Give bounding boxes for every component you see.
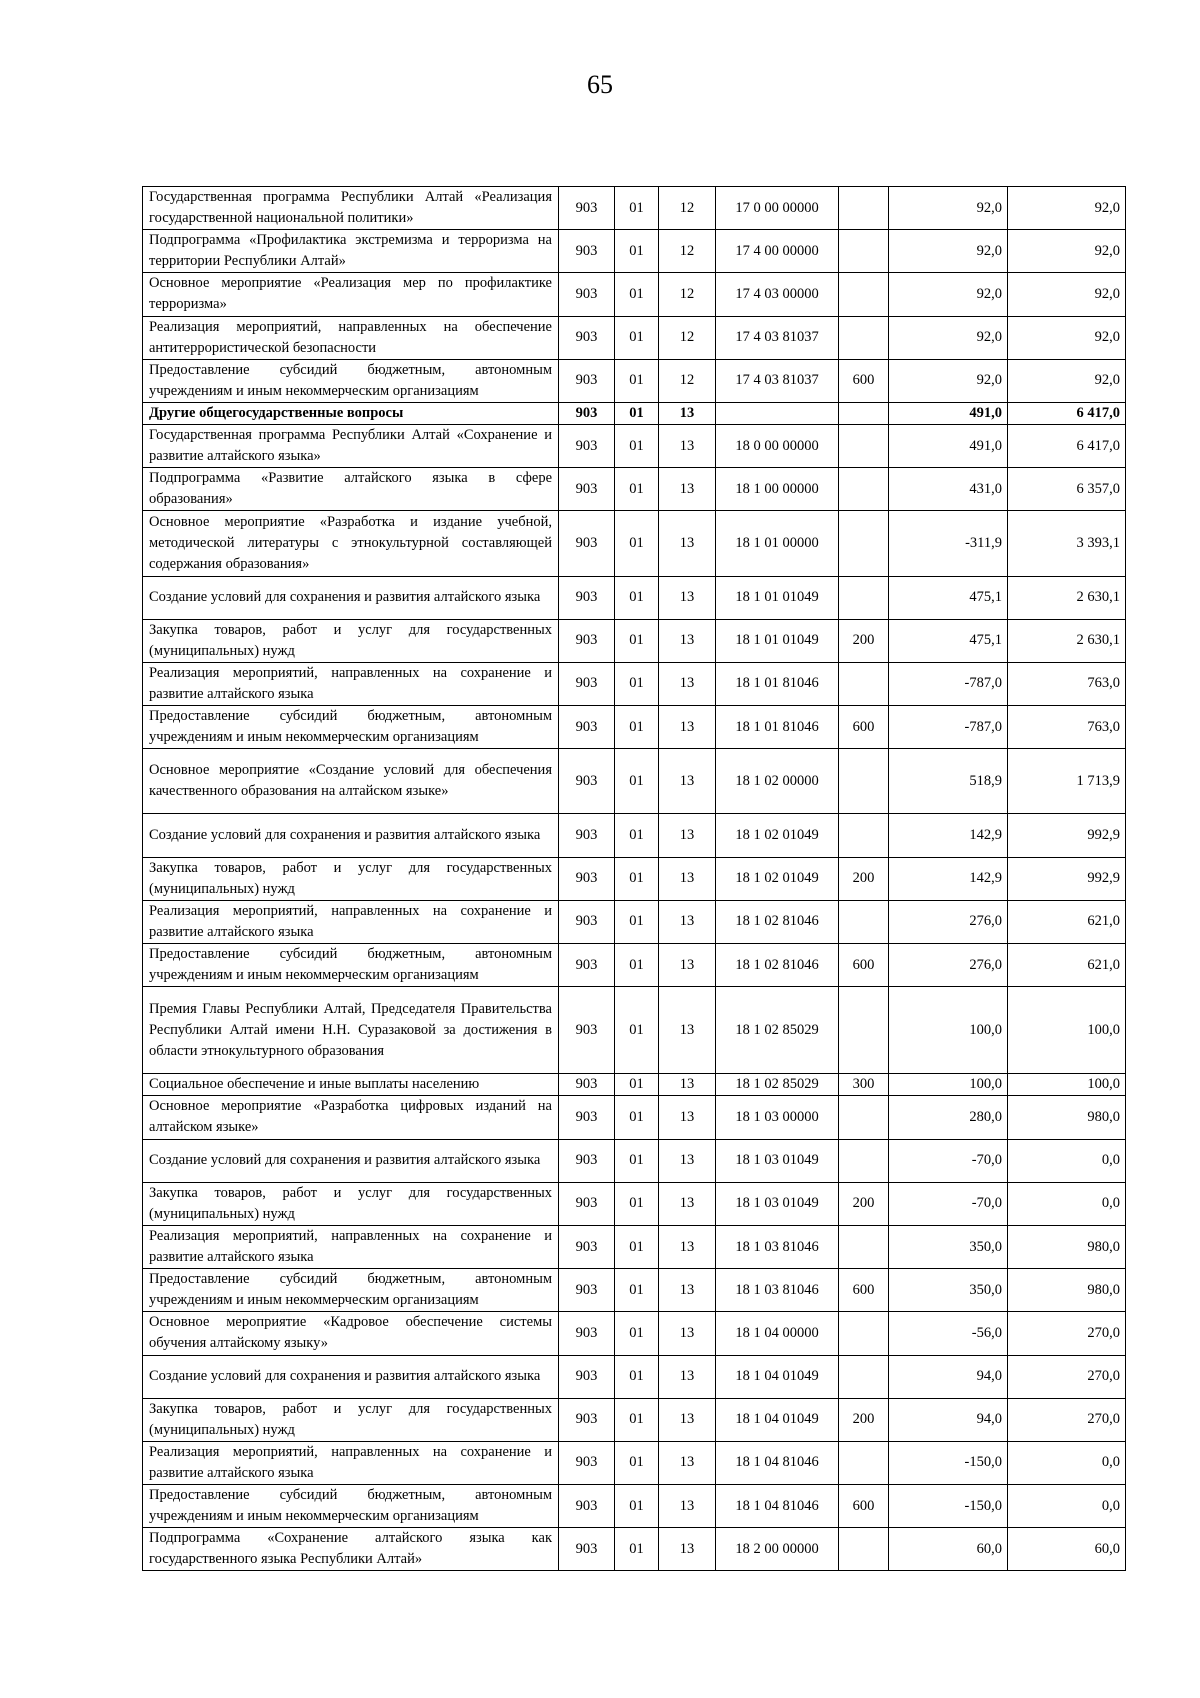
row-section-code: 01 bbox=[615, 402, 659, 424]
row-target-article-code: 18 1 04 01049 bbox=[716, 1355, 839, 1398]
row-amount-2: 980,0 bbox=[1008, 1096, 1126, 1139]
row-amount-1: 475,1 bbox=[889, 576, 1008, 619]
row-target-article-code: 18 1 01 00000 bbox=[716, 511, 839, 576]
row-section-code: 01 bbox=[615, 1139, 659, 1182]
row-subsection-code: 13 bbox=[659, 1139, 716, 1182]
row-amount-1: 100,0 bbox=[889, 1074, 1008, 1096]
row-section-code: 01 bbox=[615, 316, 659, 359]
row-amount-2: 60,0 bbox=[1008, 1528, 1126, 1571]
row-ved-code: 903 bbox=[559, 402, 615, 424]
row-subsection-code: 13 bbox=[659, 1441, 716, 1484]
row-amount-1: -311,9 bbox=[889, 511, 1008, 576]
row-amount-2: 992,9 bbox=[1008, 857, 1126, 900]
row-amount-2: 621,0 bbox=[1008, 900, 1126, 943]
row-target-article-code: 18 1 02 00000 bbox=[716, 749, 839, 814]
row-section-code: 01 bbox=[615, 1485, 659, 1528]
row-expense-type-code bbox=[839, 402, 889, 424]
row-amount-2: 763,0 bbox=[1008, 706, 1126, 749]
table-row bbox=[143, 468, 1126, 511]
row-expense-type-code: 600 bbox=[839, 1269, 889, 1312]
row-section-code: 01 bbox=[615, 1355, 659, 1398]
row-name: Закупка товаров, работ и услуг для государственных (муниципальных) нужд bbox=[143, 1182, 559, 1225]
row-amount-2: 980,0 bbox=[1008, 1225, 1126, 1268]
row-target-article-code: 17 4 03 00000 bbox=[716, 273, 839, 316]
table-row bbox=[143, 511, 1126, 576]
row-amount-1: 475,1 bbox=[889, 619, 1008, 662]
row-subsection-code: 12 bbox=[659, 230, 716, 273]
table-row bbox=[143, 987, 1126, 1074]
row-expense-type-code: 600 bbox=[839, 359, 889, 402]
row-amount-2: 2 630,1 bbox=[1008, 619, 1126, 662]
row-ved-code: 903 bbox=[559, 1096, 615, 1139]
row-ved-code: 903 bbox=[559, 576, 615, 619]
row-amount-1: 94,0 bbox=[889, 1355, 1008, 1398]
row-ved-code: 903 bbox=[559, 230, 615, 273]
row-name: Государственная программа Республики Алтай «Реализация государственной национальной политики» bbox=[143, 187, 559, 230]
row-name: Основное мероприятие «Разработка и издание учебной, методической литературы с этнокультурной составляющей содержания образования» bbox=[143, 511, 559, 576]
row-target-article-code: 18 1 04 81046 bbox=[716, 1485, 839, 1528]
row-amount-1: -150,0 bbox=[889, 1441, 1008, 1484]
row-target-article-code: 18 1 03 81046 bbox=[716, 1225, 839, 1268]
row-ved-code: 903 bbox=[559, 944, 615, 987]
row-section-code: 01 bbox=[615, 273, 659, 316]
row-amount-1: -150,0 bbox=[889, 1485, 1008, 1528]
row-subsection-code: 13 bbox=[659, 662, 716, 705]
row-expense-type-code bbox=[839, 1139, 889, 1182]
row-ved-code: 903 bbox=[559, 1528, 615, 1571]
table-row bbox=[143, 619, 1126, 662]
row-target-article-code: 17 4 03 81037 bbox=[716, 359, 839, 402]
page-number: 65 bbox=[587, 70, 613, 99]
row-subsection-code: 13 bbox=[659, 1398, 716, 1441]
row-amount-1: 280,0 bbox=[889, 1096, 1008, 1139]
row-amount-2: 270,0 bbox=[1008, 1398, 1126, 1441]
row-amount-1: 491,0 bbox=[889, 424, 1008, 467]
row-amount-2: 1 713,9 bbox=[1008, 749, 1126, 814]
row-target-article-code: 18 0 00 00000 bbox=[716, 424, 839, 467]
row-amount-1: 350,0 bbox=[889, 1225, 1008, 1268]
row-expense-type-code bbox=[839, 1096, 889, 1139]
table-row bbox=[143, 1312, 1126, 1355]
row-target-article-code: 18 1 03 81046 bbox=[716, 1269, 839, 1312]
table-row bbox=[143, 402, 1126, 424]
row-section-code: 01 bbox=[615, 1398, 659, 1441]
row-amount-2: 92,0 bbox=[1008, 273, 1126, 316]
row-expense-type-code bbox=[839, 1528, 889, 1571]
row-name: Государственная программа Республики Алтай «Сохранение и развитие алтайского языка» bbox=[143, 424, 559, 467]
row-name: Предоставление субсидий бюджетным, автономным учреждениям и иным некоммерческим организациям bbox=[143, 706, 559, 749]
row-target-article-code: 18 1 02 81046 bbox=[716, 900, 839, 943]
row-subsection-code: 13 bbox=[659, 1485, 716, 1528]
row-amount-2: 0,0 bbox=[1008, 1485, 1126, 1528]
row-amount-1: 92,0 bbox=[889, 273, 1008, 316]
row-amount-2: 0,0 bbox=[1008, 1139, 1126, 1182]
table-row bbox=[143, 1528, 1126, 1571]
row-section-code: 01 bbox=[615, 706, 659, 749]
row-ved-code: 903 bbox=[559, 662, 615, 705]
row-amount-1: 92,0 bbox=[889, 316, 1008, 359]
row-name: Премия Главы Республики Алтай, Председателя Правительства Республики Алтай имени Н.Н. Суразаковой за достижения в области этнокультурного образования bbox=[143, 987, 559, 1074]
row-ved-code: 903 bbox=[559, 857, 615, 900]
row-ved-code: 903 bbox=[559, 1485, 615, 1528]
row-amount-2: 0,0 bbox=[1008, 1441, 1126, 1484]
row-ved-code: 903 bbox=[559, 316, 615, 359]
row-name: Предоставление субсидий бюджетным, автономным учреждениям и иным некоммерческим организациям bbox=[143, 1485, 559, 1528]
row-expense-type-code bbox=[839, 814, 889, 857]
row-name: Социальное обеспечение и иные выплаты населению bbox=[143, 1074, 559, 1096]
row-ved-code: 903 bbox=[559, 273, 615, 316]
table-row bbox=[143, 1269, 1126, 1312]
row-target-article-code: 17 0 00 00000 bbox=[716, 187, 839, 230]
row-expense-type-code bbox=[839, 987, 889, 1074]
row-expense-type-code bbox=[839, 576, 889, 619]
table-row bbox=[143, 857, 1126, 900]
row-amount-2: 270,0 bbox=[1008, 1312, 1126, 1355]
row-name: Реализация мероприятий, направленных на сохранение и развитие алтайского языка bbox=[143, 900, 559, 943]
table-row bbox=[143, 1096, 1126, 1139]
row-amount-2: 92,0 bbox=[1008, 187, 1126, 230]
row-subsection-code: 13 bbox=[659, 1182, 716, 1225]
row-ved-code: 903 bbox=[559, 619, 615, 662]
table-row bbox=[143, 273, 1126, 316]
row-amount-1: 142,9 bbox=[889, 857, 1008, 900]
row-amount-2: 6 417,0 bbox=[1008, 424, 1126, 467]
row-subsection-code: 13 bbox=[659, 1074, 716, 1096]
row-ved-code: 903 bbox=[559, 900, 615, 943]
table-row bbox=[143, 1225, 1126, 1268]
row-subsection-code: 12 bbox=[659, 359, 716, 402]
row-subsection-code: 13 bbox=[659, 814, 716, 857]
row-ved-code: 903 bbox=[559, 1441, 615, 1484]
row-section-code: 01 bbox=[615, 857, 659, 900]
row-amount-2: 3 393,1 bbox=[1008, 511, 1126, 576]
row-amount-2: 92,0 bbox=[1008, 230, 1126, 273]
row-subsection-code: 13 bbox=[659, 857, 716, 900]
row-ved-code: 903 bbox=[559, 468, 615, 511]
row-section-code: 01 bbox=[615, 359, 659, 402]
row-name: Реализация мероприятий, направленных на сохранение и развитие алтайского языка bbox=[143, 1441, 559, 1484]
row-expense-type-code bbox=[839, 468, 889, 511]
row-target-article-code bbox=[716, 402, 839, 424]
row-section-code: 01 bbox=[615, 1312, 659, 1355]
row-amount-2: 992,9 bbox=[1008, 814, 1126, 857]
row-name: Создание условий для сохранения и развития алтайского языка bbox=[143, 814, 559, 857]
row-section-code: 01 bbox=[615, 511, 659, 576]
row-section-code: 01 bbox=[615, 900, 659, 943]
row-ved-code: 903 bbox=[559, 706, 615, 749]
row-amount-1: -70,0 bbox=[889, 1182, 1008, 1225]
row-amount-1: 491,0 bbox=[889, 402, 1008, 424]
row-section-code: 01 bbox=[615, 619, 659, 662]
row-section-code: 01 bbox=[615, 424, 659, 467]
row-section-code: 01 bbox=[615, 814, 659, 857]
row-expense-type-code bbox=[839, 1312, 889, 1355]
row-expense-type-code: 600 bbox=[839, 944, 889, 987]
row-target-article-code: 18 1 02 01049 bbox=[716, 814, 839, 857]
table-row bbox=[143, 814, 1126, 857]
row-amount-1: 142,9 bbox=[889, 814, 1008, 857]
table-row bbox=[143, 662, 1126, 705]
row-ved-code: 903 bbox=[559, 987, 615, 1074]
row-name: Другие общегосударственные вопросы bbox=[143, 402, 559, 424]
row-amount-1: 276,0 bbox=[889, 900, 1008, 943]
row-name: Закупка товаров, работ и услуг для государственных (муниципальных) нужд bbox=[143, 619, 559, 662]
table-row bbox=[143, 230, 1126, 273]
row-ved-code: 903 bbox=[559, 187, 615, 230]
row-target-article-code: 18 1 01 81046 bbox=[716, 706, 839, 749]
row-target-article-code: 18 1 01 81046 bbox=[716, 662, 839, 705]
row-name: Основное мероприятие «Реализация мер по профилактике терроризма» bbox=[143, 273, 559, 316]
row-target-article-code: 18 1 04 01049 bbox=[716, 1398, 839, 1441]
row-target-article-code: 18 1 02 01049 bbox=[716, 857, 839, 900]
row-section-code: 01 bbox=[615, 1441, 659, 1484]
row-name: Основное мероприятие «Разработка цифровых изданий на алтайском языке» bbox=[143, 1096, 559, 1139]
row-subsection-code: 13 bbox=[659, 424, 716, 467]
row-subsection-code: 13 bbox=[659, 1355, 716, 1398]
row-name: Реализация мероприятий, направленных на сохранение и развитие алтайского языка bbox=[143, 662, 559, 705]
budget-table bbox=[142, 186, 1126, 1571]
row-name: Предоставление субсидий бюджетным, автономным учреждениям и иным некоммерческим организациям bbox=[143, 359, 559, 402]
row-amount-2: 6 417,0 bbox=[1008, 402, 1126, 424]
row-expense-type-code bbox=[839, 1355, 889, 1398]
table-row bbox=[143, 1074, 1126, 1096]
row-expense-type-code: 600 bbox=[839, 706, 889, 749]
row-subsection-code: 13 bbox=[659, 900, 716, 943]
row-name: Реализация мероприятий, направленных на сохранение и развитие алтайского языка bbox=[143, 1225, 559, 1268]
row-target-article-code: 18 1 04 00000 bbox=[716, 1312, 839, 1355]
row-target-article-code: 17 4 03 81037 bbox=[716, 316, 839, 359]
row-name: Предоставление субсидий бюджетным, автономным учреждениям и иным некоммерческим организациям bbox=[143, 944, 559, 987]
row-amount-2: 92,0 bbox=[1008, 316, 1126, 359]
row-amount-1: 431,0 bbox=[889, 468, 1008, 511]
row-expense-type-code bbox=[839, 1225, 889, 1268]
row-amount-1: 92,0 bbox=[889, 359, 1008, 402]
row-ved-code: 903 bbox=[559, 424, 615, 467]
row-expense-type-code bbox=[839, 230, 889, 273]
row-expense-type-code bbox=[839, 900, 889, 943]
row-subsection-code: 13 bbox=[659, 468, 716, 511]
row-expense-type-code bbox=[839, 662, 889, 705]
row-subsection-code: 13 bbox=[659, 749, 716, 814]
row-subsection-code: 13 bbox=[659, 1528, 716, 1571]
row-target-article-code: 18 1 03 01049 bbox=[716, 1139, 839, 1182]
row-target-article-code: 18 1 03 01049 bbox=[716, 1182, 839, 1225]
row-target-article-code: 18 1 02 85029 bbox=[716, 1074, 839, 1096]
row-target-article-code: 18 1 02 85029 bbox=[716, 987, 839, 1074]
row-target-article-code: 18 1 03 00000 bbox=[716, 1096, 839, 1139]
row-target-article-code: 18 1 04 81046 bbox=[716, 1441, 839, 1484]
row-target-article-code: 17 4 00 00000 bbox=[716, 230, 839, 273]
row-name: Закупка товаров, работ и услуг для государственных (муниципальных) нужд bbox=[143, 857, 559, 900]
row-amount-1: 350,0 bbox=[889, 1269, 1008, 1312]
table-row bbox=[143, 1441, 1126, 1484]
row-amount-1: -56,0 bbox=[889, 1312, 1008, 1355]
row-ved-code: 903 bbox=[559, 749, 615, 814]
row-amount-2: 2 630,1 bbox=[1008, 576, 1126, 619]
table-row bbox=[143, 1139, 1126, 1182]
row-name: Создание условий для сохранения и развития алтайского языка bbox=[143, 1355, 559, 1398]
row-section-code: 01 bbox=[615, 987, 659, 1074]
row-expense-type-code: 200 bbox=[839, 619, 889, 662]
row-amount-1: 60,0 bbox=[889, 1528, 1008, 1571]
row-section-code: 01 bbox=[615, 1528, 659, 1571]
row-subsection-code: 13 bbox=[659, 1225, 716, 1268]
row-section-code: 01 bbox=[615, 1225, 659, 1268]
row-amount-1: 518,9 bbox=[889, 749, 1008, 814]
table-row bbox=[143, 576, 1126, 619]
budget-table-body bbox=[143, 187, 1126, 1571]
row-subsection-code: 13 bbox=[659, 1096, 716, 1139]
row-section-code: 01 bbox=[615, 1074, 659, 1096]
row-ved-code: 903 bbox=[559, 1312, 615, 1355]
row-subsection-code: 13 bbox=[659, 402, 716, 424]
row-ved-code: 903 bbox=[559, 1269, 615, 1312]
row-ved-code: 903 bbox=[559, 511, 615, 576]
row-target-article-code: 18 1 02 81046 bbox=[716, 944, 839, 987]
row-amount-2: 6 357,0 bbox=[1008, 468, 1126, 511]
row-expense-type-code bbox=[839, 424, 889, 467]
row-section-code: 01 bbox=[615, 1182, 659, 1225]
row-expense-type-code: 200 bbox=[839, 1182, 889, 1225]
row-expense-type-code bbox=[839, 1441, 889, 1484]
row-name: Основное мероприятие «Кадровое обеспечение системы обучения алтайскому языку» bbox=[143, 1312, 559, 1355]
row-amount-2: 763,0 bbox=[1008, 662, 1126, 705]
row-expense-type-code bbox=[839, 187, 889, 230]
table-row bbox=[143, 316, 1126, 359]
row-subsection-code: 12 bbox=[659, 273, 716, 316]
table-row bbox=[143, 424, 1126, 467]
row-amount-1: 276,0 bbox=[889, 944, 1008, 987]
row-name: Создание условий для сохранения и развития алтайского языка bbox=[143, 576, 559, 619]
row-amount-2: 100,0 bbox=[1008, 1074, 1126, 1096]
row-amount-1: 94,0 bbox=[889, 1398, 1008, 1441]
table-row bbox=[143, 944, 1126, 987]
row-ved-code: 903 bbox=[559, 1074, 615, 1096]
row-expense-type-code: 200 bbox=[839, 1398, 889, 1441]
row-amount-2: 0,0 bbox=[1008, 1182, 1126, 1225]
table-row bbox=[143, 187, 1126, 230]
row-expense-type-code bbox=[839, 316, 889, 359]
row-subsection-code: 13 bbox=[659, 576, 716, 619]
row-ved-code: 903 bbox=[559, 1139, 615, 1182]
row-subsection-code: 13 bbox=[659, 987, 716, 1074]
row-ved-code: 903 bbox=[559, 1182, 615, 1225]
table-row bbox=[143, 1398, 1126, 1441]
row-amount-1: 92,0 bbox=[889, 230, 1008, 273]
row-target-article-code: 18 1 01 01049 bbox=[716, 619, 839, 662]
row-section-code: 01 bbox=[615, 944, 659, 987]
row-ved-code: 903 bbox=[559, 1398, 615, 1441]
row-subsection-code: 13 bbox=[659, 619, 716, 662]
row-amount-1: 92,0 bbox=[889, 187, 1008, 230]
row-section-code: 01 bbox=[615, 230, 659, 273]
row-section-code: 01 bbox=[615, 662, 659, 705]
row-section-code: 01 bbox=[615, 1269, 659, 1312]
row-ved-code: 903 bbox=[559, 1355, 615, 1398]
row-amount-1: -70,0 bbox=[889, 1139, 1008, 1182]
row-amount-1: -787,0 bbox=[889, 706, 1008, 749]
row-amount-2: 980,0 bbox=[1008, 1269, 1126, 1312]
row-section-code: 01 bbox=[615, 1096, 659, 1139]
row-ved-code: 903 bbox=[559, 814, 615, 857]
row-amount-1: 100,0 bbox=[889, 987, 1008, 1074]
row-name: Подпрограмма «Сохранение алтайского языка как государственного языка Республики Алтай» bbox=[143, 1528, 559, 1571]
row-name: Подпрограмма «Профилактика экстремизма и терроризма на территории Республики Алтай» bbox=[143, 230, 559, 273]
row-subsection-code: 13 bbox=[659, 944, 716, 987]
row-name: Основное мероприятие «Создание условий для обеспечения качественного образования на алтайском языке» bbox=[143, 749, 559, 814]
row-section-code: 01 bbox=[615, 468, 659, 511]
row-expense-type-code bbox=[839, 749, 889, 814]
table-row bbox=[143, 359, 1126, 402]
table-row bbox=[143, 749, 1126, 814]
row-amount-2: 270,0 bbox=[1008, 1355, 1126, 1398]
row-ved-code: 903 bbox=[559, 359, 615, 402]
row-name: Подпрограмма «Развитие алтайского языка в сфере образования» bbox=[143, 468, 559, 511]
row-subsection-code: 13 bbox=[659, 1269, 716, 1312]
row-subsection-code: 12 bbox=[659, 316, 716, 359]
row-amount-2: 621,0 bbox=[1008, 944, 1126, 987]
row-expense-type-code: 200 bbox=[839, 857, 889, 900]
row-section-code: 01 bbox=[615, 576, 659, 619]
table-row bbox=[143, 706, 1126, 749]
row-ved-code: 903 bbox=[559, 1225, 615, 1268]
row-section-code: 01 bbox=[615, 187, 659, 230]
row-subsection-code: 13 bbox=[659, 1312, 716, 1355]
row-subsection-code: 13 bbox=[659, 706, 716, 749]
row-expense-type-code: 300 bbox=[839, 1074, 889, 1096]
row-expense-type-code: 600 bbox=[839, 1485, 889, 1528]
row-expense-type-code bbox=[839, 273, 889, 316]
row-amount-2: 92,0 bbox=[1008, 359, 1126, 402]
row-target-article-code: 18 1 00 00000 bbox=[716, 468, 839, 511]
row-target-article-code: 18 2 00 00000 bbox=[716, 1528, 839, 1571]
row-section-code: 01 bbox=[615, 749, 659, 814]
table-row bbox=[143, 1485, 1126, 1528]
row-amount-2: 100,0 bbox=[1008, 987, 1126, 1074]
row-subsection-code: 13 bbox=[659, 511, 716, 576]
row-target-article-code: 18 1 01 01049 bbox=[716, 576, 839, 619]
row-name: Предоставление субсидий бюджетным, автономным учреждениям и иным некоммерческим организациям bbox=[143, 1269, 559, 1312]
table-row bbox=[143, 1355, 1126, 1398]
table-row bbox=[143, 900, 1126, 943]
row-expense-type-code bbox=[839, 511, 889, 576]
row-subsection-code: 12 bbox=[659, 187, 716, 230]
row-name: Реализация мероприятий, направленных на обеспечение антитеррористической безопасности bbox=[143, 316, 559, 359]
row-name: Закупка товаров, работ и услуг для государственных (муниципальных) нужд bbox=[143, 1398, 559, 1441]
table-row bbox=[143, 1182, 1126, 1225]
row-amount-1: -787,0 bbox=[889, 662, 1008, 705]
row-name: Создание условий для сохранения и развития алтайского языка bbox=[143, 1139, 559, 1182]
